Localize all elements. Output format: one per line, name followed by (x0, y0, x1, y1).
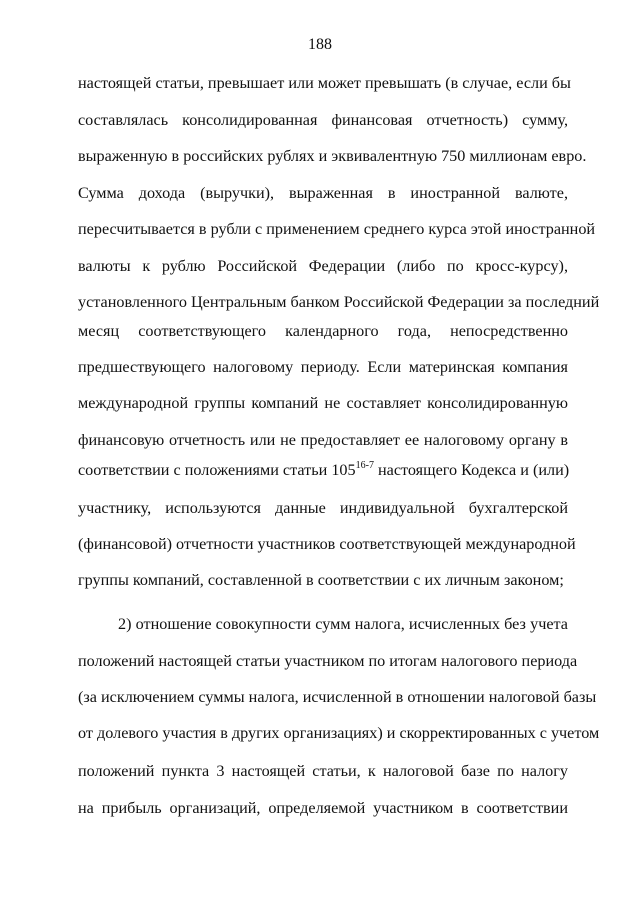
text-line: выраженную в российских рублях и эквивалентную 750 миллионам евро. (78, 147, 587, 165)
text-line: от долевого участия в других организациях) и скорректированных с учетом (78, 724, 600, 742)
text-line: на прибыль организаций, определяемой участником в соответствии (78, 799, 568, 817)
text-line: валюты к рублю Российской Федерации (либо по кросс-курсу), (78, 257, 568, 275)
text-line: месяц соответствующего календарного года, непосредственно (78, 322, 568, 340)
text-line: настоящей статьи, превышает или может превышать (в случае, если бы (78, 74, 571, 92)
text-line: составлялась консолидированная финансовая отчетность) сумму, (78, 111, 568, 129)
text-segment: настоящего Кодекса и (или) (373, 461, 570, 479)
text-line: (финансовой) отчетности участников соответствующей международной (78, 535, 576, 553)
text-line: 2) отношение совокупности сумм налога, исчисленных без учета (118, 615, 568, 633)
text-line: установленного Центральным банком Российской Федерации за последний (78, 293, 600, 311)
text-segment: соответствии с положениями статьи 105 (78, 461, 356, 479)
text-line: (за исключением суммы налога, исчисленной в отношении налоговой базы (78, 688, 597, 706)
text-line: участнику, используются данные индивидуальной бухгалтерской (78, 499, 568, 517)
text-line: международной группы компаний не составляет консолидированную (78, 394, 568, 412)
text-line: финансовую отчетность или не предоставляет ее налоговому органу в (78, 431, 568, 449)
text-line: группы компаний, составленной в соответствии с их личным законом; (78, 571, 564, 589)
text-line: положений настоящей статьи участником по итогам налогового периода (78, 652, 578, 670)
superscript: 16-7 (355, 460, 374, 471)
page-number: 188 (308, 36, 332, 53)
text-line: положений пункта 3 настоящей статьи, к налоговой базе по налогу (78, 762, 568, 780)
text-line: Сумма дохода (выручки), выраженная в иностранной валюте, (78, 184, 568, 202)
text-line-with-superscript (78, 460, 568, 480)
text-line: пересчитывается в рубли с применением среднего курса этой иностранной (78, 220, 596, 238)
text-line: предшествующего налоговому периоду. Если материнская компания (78, 358, 568, 376)
